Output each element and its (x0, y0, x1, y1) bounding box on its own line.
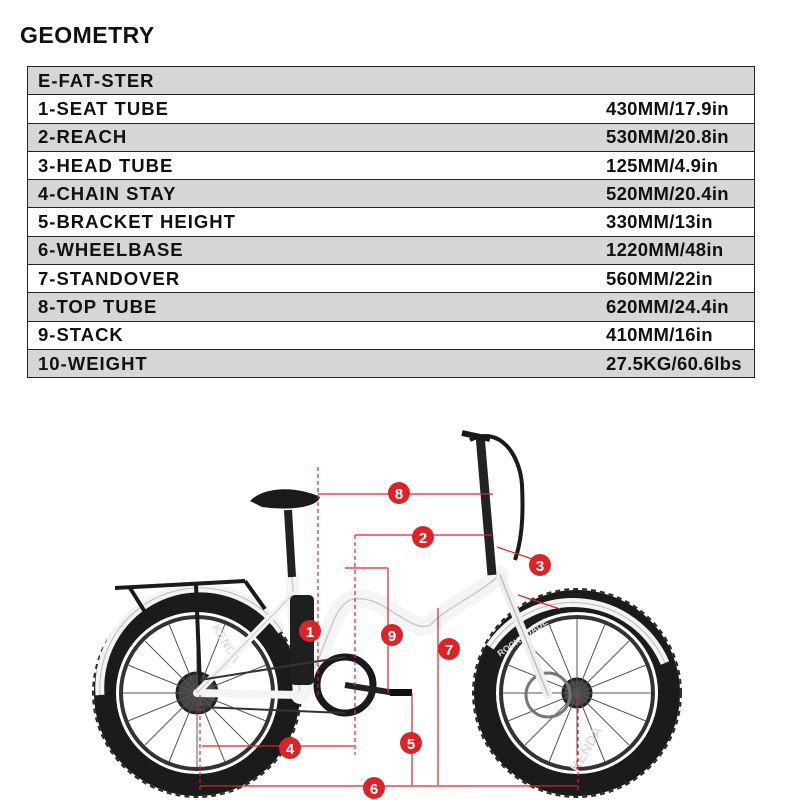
marker-label: 7 (444, 642, 454, 659)
spec-label: 9-STACK (28, 321, 607, 349)
table-row (28, 95, 755, 123)
page-title: GEOMETRY (20, 22, 155, 48)
table-row (28, 293, 755, 321)
table-row (28, 236, 755, 264)
dimension-marker-7 (438, 638, 460, 660)
dimension-marker-4 (279, 737, 301, 759)
spec-label: 6-WHEELBASE (28, 236, 607, 264)
marker-label: 4 (285, 741, 295, 758)
dimension-marker-5 (400, 732, 422, 754)
spec-value: 620MM/24.4in (606, 293, 755, 321)
table-row (28, 180, 755, 208)
spec-label: 5-BRACKET HEIGHT (28, 208, 607, 236)
spec-value: 1220MM/48in (606, 236, 755, 264)
saddle (250, 489, 320, 508)
spec-label: 7-STANDOVER (28, 265, 607, 293)
spec-label: 4-CHAIN STAY (28, 180, 607, 208)
stem (480, 435, 492, 575)
marker-label: 1 (305, 624, 315, 641)
dimension-marker-2 (412, 526, 434, 548)
spec-label: 1-SEAT TUBE (28, 95, 607, 123)
spec-value: 410MM/16in (606, 321, 755, 349)
table-row (28, 123, 755, 151)
marker-label: 5 (406, 736, 416, 753)
dimension-marker-8 (388, 482, 410, 504)
spec-value: 560MM/22in (606, 265, 755, 293)
marker-label: 8 (394, 486, 404, 503)
model-name: E-FAT-STER (28, 67, 755, 95)
table-row (28, 349, 755, 377)
table-row (28, 151, 755, 179)
spec-label: 10-WEIGHT (28, 349, 607, 377)
table-header-row (28, 67, 755, 95)
spec-value: 27.5KG/60.6lbs (606, 349, 755, 377)
tire-text: ROCKQUADE (495, 616, 550, 659)
table-row (28, 265, 755, 293)
spec-value: 330MM/13in (606, 208, 755, 236)
marker-label: 9 (387, 628, 397, 645)
table-row (28, 321, 755, 349)
spec-value: 125MM/4.9in (606, 151, 755, 179)
marker-label: 3 (535, 558, 545, 575)
spec-value: 520MM/20.4in (606, 180, 755, 208)
tire-text: KENDA (209, 621, 243, 666)
spec-label: 8-TOP TUBE (28, 293, 607, 321)
spec-value: 430MM/17.9in (606, 95, 755, 123)
marker-label: 2 (418, 530, 428, 547)
dimension-marker-1 (299, 620, 321, 642)
spec-label: 2-REACH (28, 123, 607, 151)
spec-label: 3-HEAD TUBE (28, 151, 607, 179)
seat-post (288, 510, 292, 577)
marker-label: 6 (369, 781, 379, 798)
table-row (28, 208, 755, 236)
dimension-marker-3 (529, 554, 551, 576)
dimension-marker-6 (363, 777, 385, 799)
tire-text: KENDA (566, 723, 606, 775)
bike-geometry-diagram (0, 395, 800, 800)
spec-value: 530MM/20.8in (606, 123, 755, 151)
dimension-marker-9 (381, 624, 403, 646)
geometry-table (27, 66, 755, 378)
